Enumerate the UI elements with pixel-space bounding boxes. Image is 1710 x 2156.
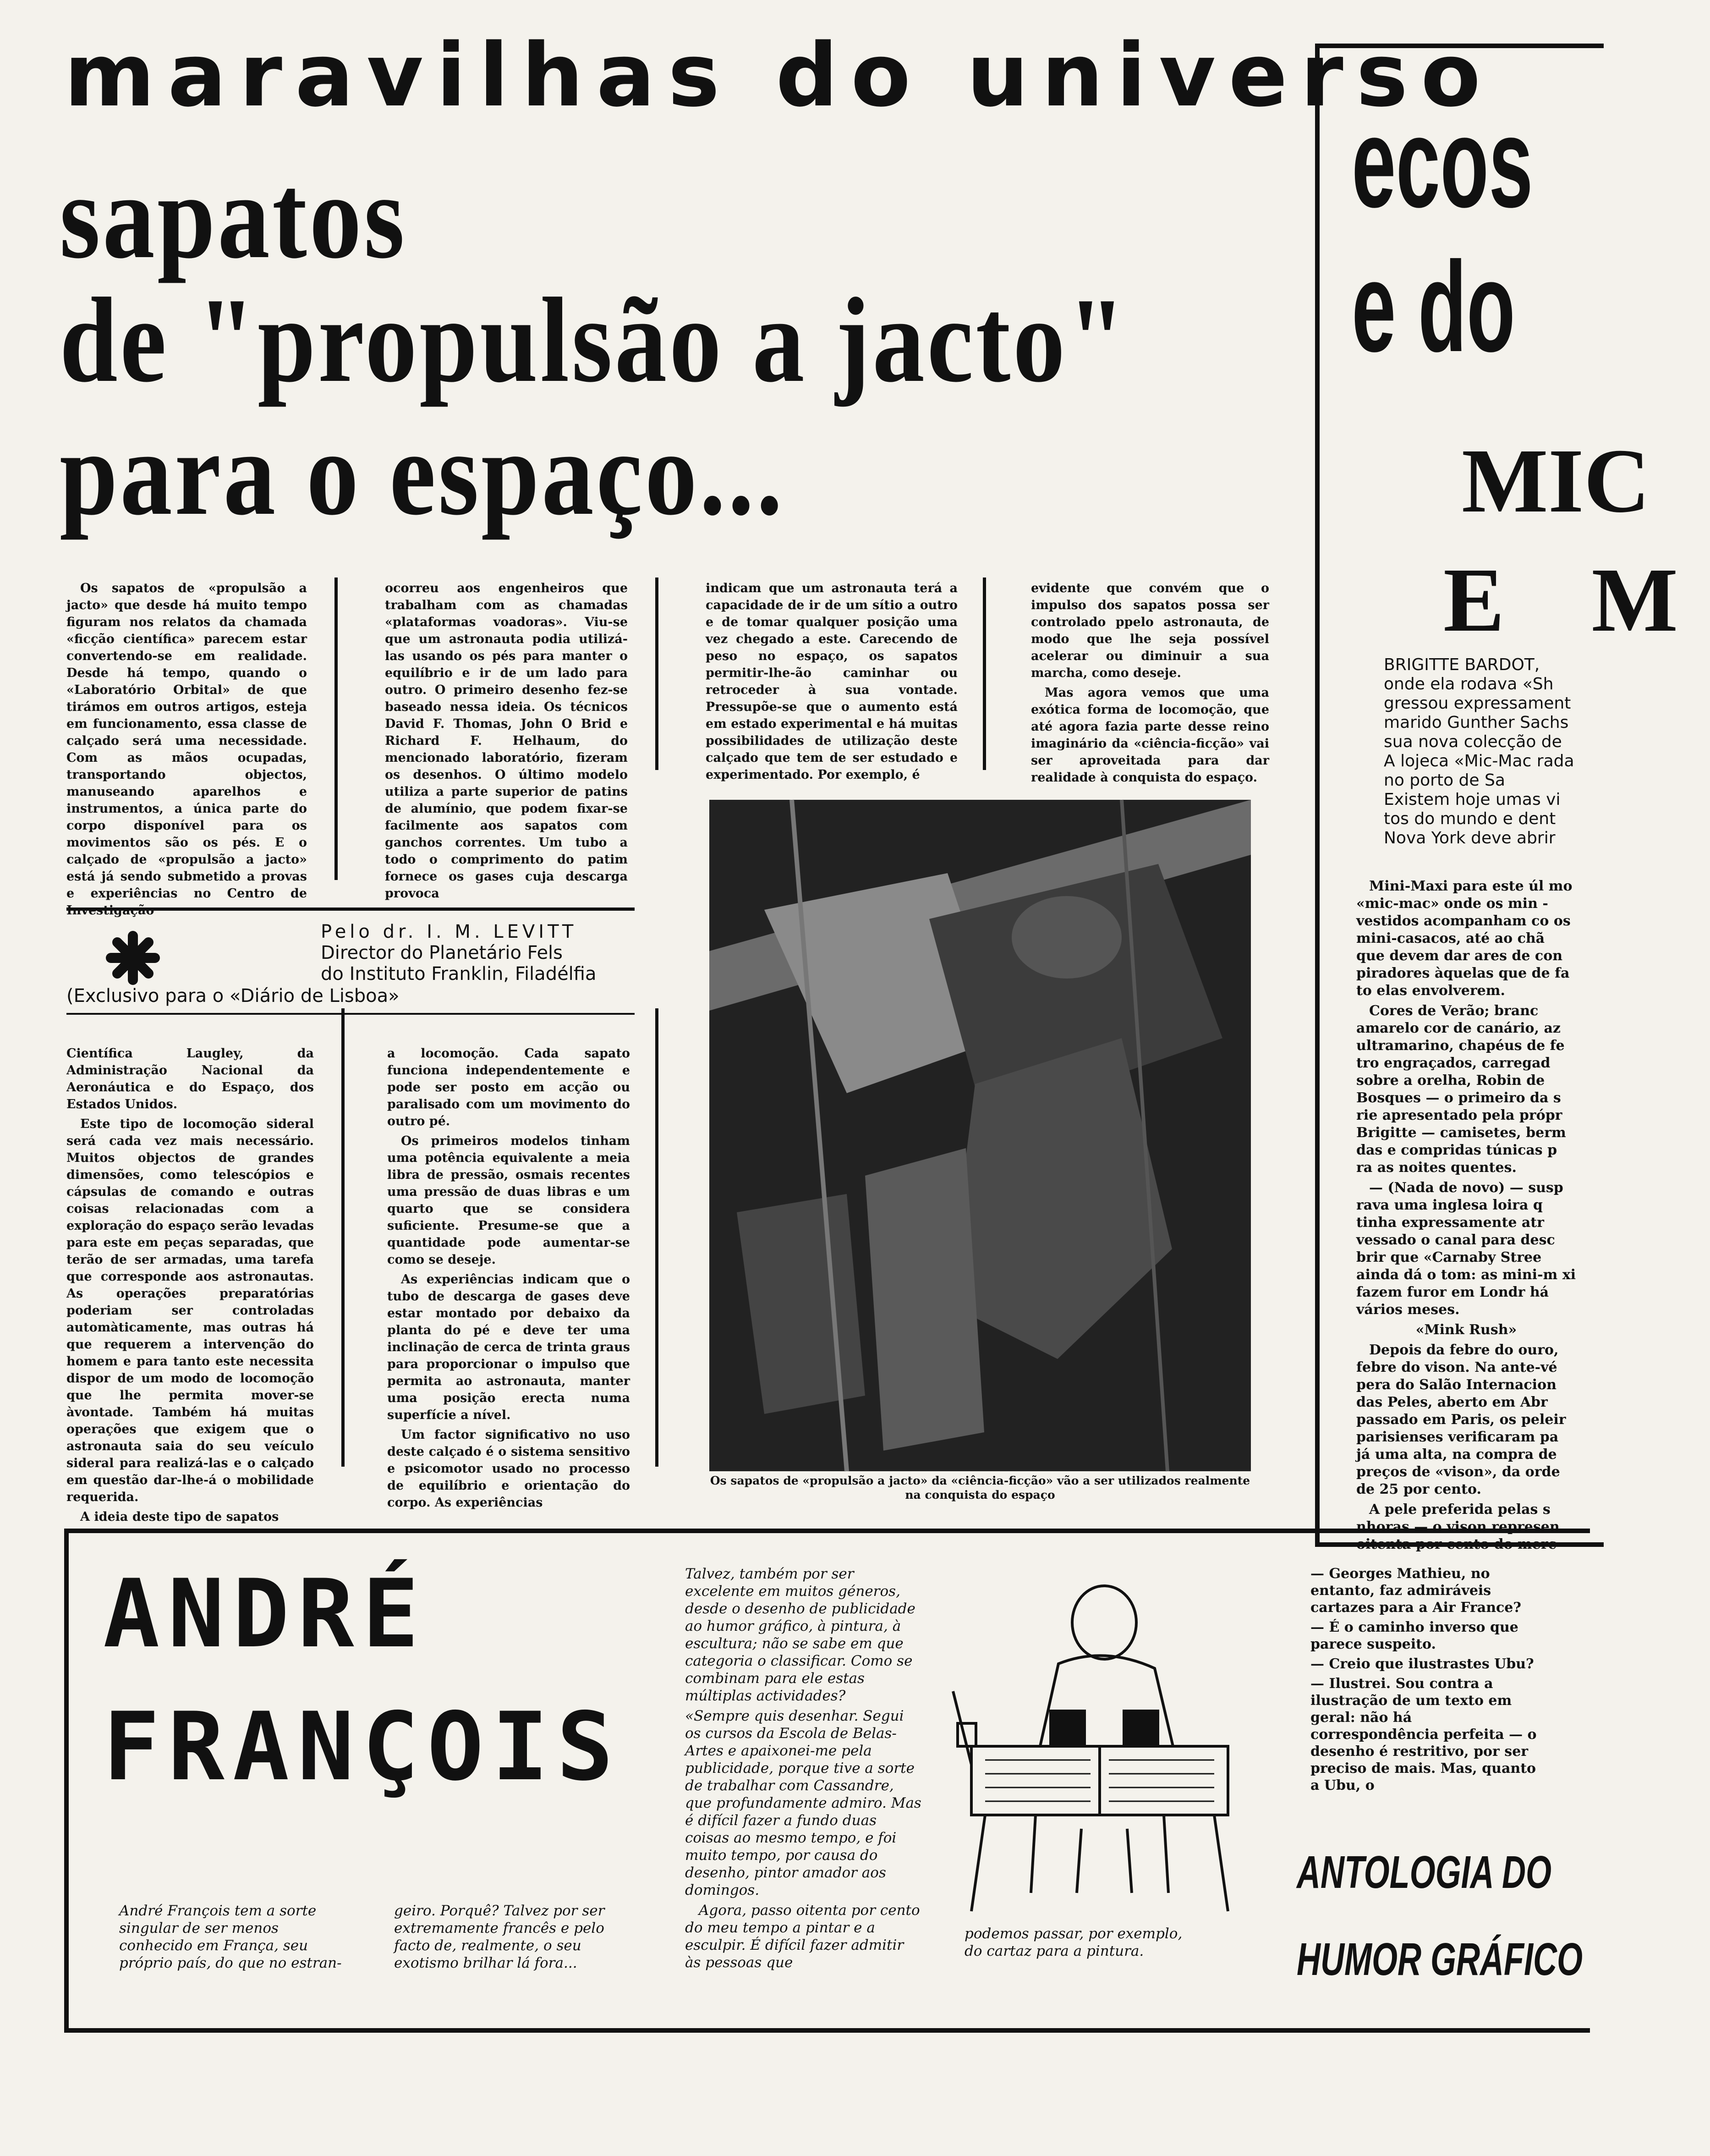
byline-bottom-rule — [66, 1013, 635, 1015]
sidebar-lead: BRIGITTE BARDOT, onde ela rodava «Sh gressou expressament marido Gunther Sachs sua nova colecção de A lojeca «Mic-Mac rada no porto de Sa Existem hoje umas vi tos do mundo e dent Nova York deve abrir — [1384, 655, 1574, 847]
sidebar-title-3: MIC — [1462, 430, 1650, 532]
asterisk-icon — [105, 930, 160, 985]
bottom-title-1: ANDRÉ — [103, 1560, 428, 1669]
bottom-column-b: geiro. Porquê? Talvez por ser extremamente francês e pelo facto de, realmente, o seu exotismo brilhar lá fora... — [394, 1903, 605, 1971]
sidebar-title-2: e do — [1352, 236, 1515, 379]
antologia-line-2: HUMOR GRÁFICO — [1297, 1934, 1583, 1985]
sidebar-title-1: ecos — [1352, 91, 1533, 234]
article-column-4: evidente que convém que o impulso dos sapatos possa ser controlado ppelo astronauta, de modo que lhe seja possível acelerar ou diminuir a sua marcha, como deseje. Mas agora vemos que uma exótica forma de locomoção, que até agora fazia parte desse reino imaginário da «ciência-ficção» vai ser aproveitada para dar realidade à conquista do espaço. — [1031, 581, 1269, 785]
bottom-column-c: Talvez, também por ser excelente em muitos géneros, desde o desenho de publicidade ao humor gráfico, à pintura, à escultura; não se sabe em que categoria o classificar. Como se combinam para ele estas múltiplas actividades? «Sempre quis desenhar. Segui os cursos da Escola de Belas-Artes e apaixonei-me pela publicidade, porque tive a sorte de trabalhar com Cassandre, que profundamente admiro. Mas é difícil fazer a fundo duas coisas ao mesmo tempo, e foi muito tempo, por causa do desenho, pintor amador aos domingos. Agora, passo oitenta por cento do meu tempo a pintar e a esculpir. É difícil fazer admitir às pessoas que — [685, 1566, 921, 1971]
article-column-6: a locomoção. Cada sapato funciona independentemente e pode ser posto em acção ou paralisado com um movimento do outro pé. Os primeiros modelos tinham uma potência equivalente a meia libra de pressão, osmais recentes uma pressão de duas libras e um quarto que se considera suficiente. Presume-se que a quantidade pode aumentar-se como se deseje. As experiências indicam que o tubo de descarga de gases deve estar montado por debaixo da planta do pé e deve ter uma inclinação de cerca de trinta graus para proporcionar o impulso que permita ao astronauta, manter uma posição erecta numa superfície a nível. Um factor significativo no uso deste calçado é o sistema sensitivo e psicomotor usado no processo de equilíbrio e orientação do corpo. As experiências — [387, 1046, 630, 1510]
cartoon-illustration — [944, 1572, 1255, 1916]
antologia-line-1: ANTOLOGIA DO — [1297, 1847, 1551, 1898]
column-divider — [334, 578, 338, 880]
column-divider — [655, 1008, 658, 1467]
byline-author: Pelo dr. I. M. LEVITT — [321, 921, 577, 942]
kicker-headline: maravilhas do universo — [64, 25, 1494, 126]
article-column-5: Científica Laugley, da Administração Nacional da Aeronáutica e do Espaço, dos Estados Unidos. Este tipo de locomoção sideral será cada vez mais necessário. Muitos objectos de grandes dimensões, como telescópios e cápsulas de comando e outras coisas relacionadas com a exploração do espaço serão levadas para este em peças separadas, que terão de ser armadas, uma tarefa que corresponde aos astronautas. As operações preparatórias poderiam ser controladas automàticamente, mas outras há que requerem a intervenção do homem e para tanto este necessita dispor de um modo de locomoção que lhe permita mover-se àvontade. Também há muitas operações que exigem que o astronauta saia do seu veículo sideral para realizá-las e o calçado em questão dar-lhe-á o mobilidade requerida. A ideia deste tipo de sapatos — [66, 1046, 314, 1524]
headline-line-2: de "propulsão a jacto" — [60, 273, 1128, 407]
byline-top-rule — [66, 908, 635, 911]
bottom-column-e: — Georges Mathieu, no entanto, faz admiráveis cartazes para a Air France? — É o caminho inverso que parece suspeito. — Creio que ilustrastes Ubu? — Ilustrei. Sou contra a ilustração de um texto em geral: não há correspondência perfeita — o desenho é restritivo, por ser preciso de mais. Mas, quanto a Ubu, o — [1310, 1566, 1537, 1793]
bottom-column-a: André François tem a sorte singular de ser menos conhecido em França, seu próprio país, do que no estran- — [119, 1903, 342, 1971]
bottom-column-d: podemos passar, por exemplo, do cartaz para a pintura. — [965, 1925, 1183, 1959]
headline-line-3: para o espaço... — [60, 406, 785, 540]
sidebar-subhead: «Mink Rush» — [1415, 1322, 1517, 1338]
bottom-title-2: FRANÇOIS — [103, 1693, 622, 1802]
byline — [321, 921, 641, 984]
sidebar-body: Mini-Maxi para este úl mo «mic-mac» onde os min -vestidos acompanham co os mini-casacos, até ao chã que devem dar ares de con piradores àquelas que de fa to elas envolverem. Cores de Verão; branc amarelo cor de canário, az ultramarino, chapéus de fe tro engraçados, carregad sobre a orelha, Robin de Bosques — o primeiro da s rie apresentado pela própr Brigitte — camisetes, berm das e compridas túnicas p ra as noites quentes. — (Nada de novo) — susp rava uma inglesa loira q tinha expressamente atr vessado o canal para desc brir que «Carnaby Stree ainda dá o tom: as mini-m xi fazem furor em Londr há vários meses. «Mink Rush» Depois da febre do ouro, febre do vison. Na ante-vé pera do Salão Internacion das Peles, aberto em Abr passado em Paris, os peleir parisienses verificaram pa já uma alta, na compra de preços de «vison», da orde de 25 por cento. A pele preferida pelas s nhoras — o vison represen oitenta por cento do merc — [1356, 878, 1576, 1552]
byline-role: Director do Planetário Fels — [321, 942, 563, 963]
column-divider — [983, 578, 986, 770]
article-column-2: ocorreu aos engenheiros que trabalham com as chamadas «plataformas voadoras». Viu-se que um astronauta podia utilizá-las usando os pés para manter o equilíbrio e ir de um lado para outro. O primeiro desenho fez-se baseado nessa ideia. Os técnicos David F. Thomas, John O Brid e Richard F. Helhaum, do mencionado laboratório, fizeram os desenhos. O último modelo utiliza a parte superior de patins de alumínio, que podem fixar-se facilmente aos sapatos com ganchos correntes. Um tubo a todo o comprimento do patim fornece os gases cuja descarga provoca — [385, 581, 628, 901]
column-divider — [655, 578, 658, 770]
column-divider — [341, 1008, 345, 1467]
article-column-3: indicam que um astronauta terá a capacidade de ir de um sítio a outro e de tomar qualquer posição uma vez chegado a este. Carecendo de peso no espaço, os sapatos permitir-lhe-ão caminhar ou retroceder à sua vontade. Pressupõe-se que o aumento está em estado experimental e há muitas possibilidades de utilização deste calçado que tem de ser estudado e experimentado. Por exemplo, é — [706, 581, 958, 782]
article-column-1: Os sapatos de «propulsão a jacto» que desde há muito tempo figuram nos relatos da chamada «ficção científica» parecem estar convertendo-se em realidade. Desde há tempo, quando o «Laboratório Orbital» de que tirámos em outros artigos, esteja em funcionamento, essa classe de calçado será uma necessidade. Com as mãos ocupadas, transportando objectos, manuseando aparelhos e instrumentos, a única parte do corpo disponível para os movimentos são os pés. E o calçado de «propulsão a jacto» está já sendo submetido a provas e experiências no Centro de — [66, 581, 307, 901]
byline-exclusive: (Exclusivo para o «Diário de Lisboa» — [66, 985, 400, 1006]
headline-line-1: sapatos — [60, 149, 407, 284]
astronaut-photo — [709, 800, 1251, 1471]
sidebar-title-4: E M — [1443, 550, 1710, 651]
byline-institute: do Instituto Franklin, Filadélfia — [321, 963, 597, 984]
photo-caption: Os sapatos de «propulsão a jacto» da «ciência-ficção» vão a ser utilizados realmente na conquista do espaço — [710, 1474, 1250, 1502]
